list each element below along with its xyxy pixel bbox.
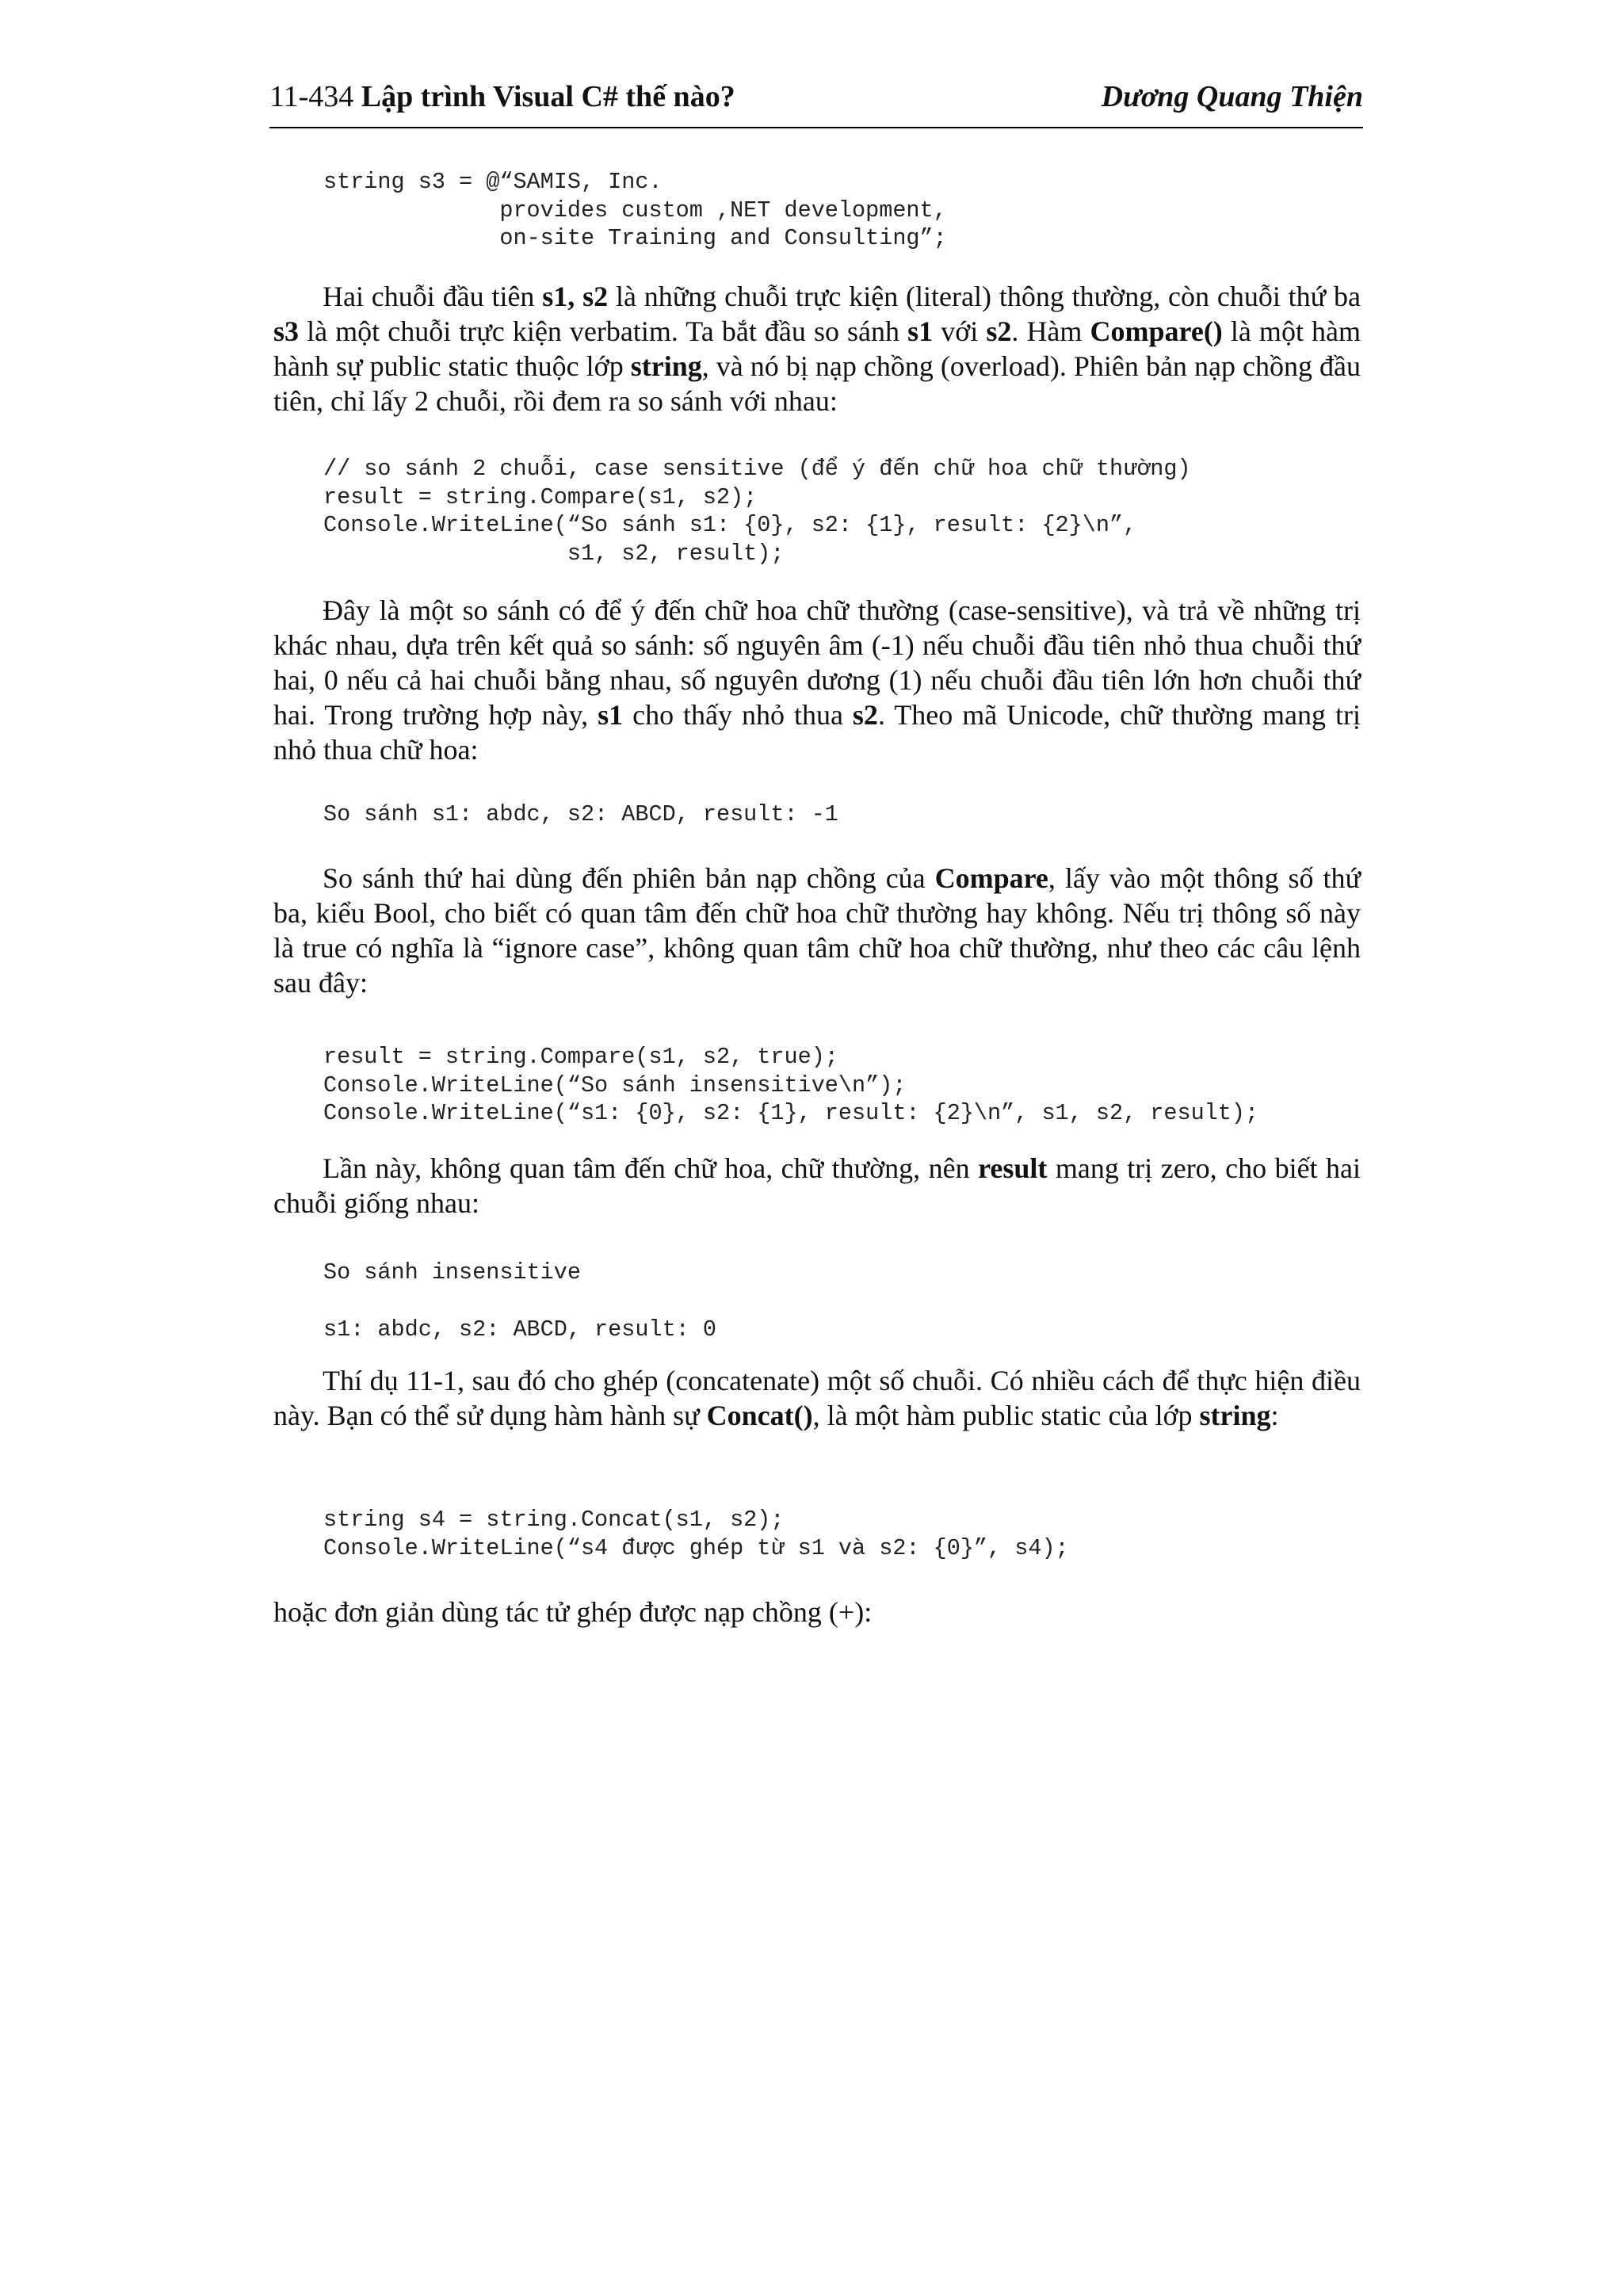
code-block-compare: // so sánh 2 chuỗi, case sensitive (để ý đến chữ hoa chữ thường) result = string.Compare(s1, s2); Console.WriteLine(“So sánh s1: {0}, s2: {1}, result: {2}\n”, s1, s2, result); [323, 456, 1191, 567]
paragraph-literal-strings [273, 279, 1361, 418]
paragraph-case-sensitive [273, 593, 1361, 767]
paragraph-concat [273, 1363, 1361, 1433]
author-name: Dương Quang Thiện [1101, 80, 1363, 113]
paragraph-text: Lần này, không quan tâm đến chữ hoa, chữ thường, nên result mang trị zero, cho biết hai chuỗi giống nhau: [273, 1152, 1361, 1219]
page-header [269, 79, 1363, 128]
code-block-compare-insensitive: result = string.Compare(s1, s2, true); Console.WriteLine(“So sánh insensitive\n”); Console.WriteLine(“s1: {0}, s2: {1}, result: {2}\n”, s1, s2, result); [323, 1044, 1259, 1126]
paragraph-text: Thí dụ 11-1, sau đó cho ghép (concatenate) một số chuỗi. Có nhiều cách để thực hiện điều này. Bạn có thể sử dụng hàm hành sự Concat(), là một hàm public static của lớp string: [273, 1365, 1361, 1431]
book-title: Lập trình Visual C# thế nào? [361, 80, 735, 113]
code-output-compare: So sánh s1: abdc, s2: ABCD, result: -1 [323, 801, 838, 827]
paragraph-text: Đây là một so sánh có để ý đến chữ hoa chữ thường (case-sensitive), và trả về những trị khác nhau, dựa trên kết quả so sánh: số nguyên âm (-1) nếu chuỗi đầu tiên nhỏ thua chuỗi thứ hai, 0 nếu cả hai chuỗi bằng nhau, số nguyên dương (1) nếu chuỗi đầu tiên lớn hơn chuỗi thứ hai. Trong trường hợp này, s1 cho thấy nhỏ thua s2. Theo mã Unicode, chữ thường mang trị nhỏ thua chữ hoa: [273, 594, 1361, 766]
page-number: 11-434 [269, 80, 354, 113]
code-block-s3: string s3 = @“SAMIS, Inc. provides custom ,NET development, on-site Training and Consulting”; [323, 169, 947, 251]
paragraph-plus-operator [273, 1595, 1361, 1629]
paragraph-text: So sánh thứ hai dùng đến phiên bản nạp chồng của Compare, lấy vào một thông số thứ ba, kiểu Bool, cho biết có quan tâm đến chữ hoa chữ thường hay không. Nếu trị thông số này là true có nghĩa là “ignore case”, không quan tâm chữ hoa chữ thường, như theo các câu lệnh sau đây: [273, 862, 1361, 999]
paragraph-text: Hai chuỗi đầu tiên s1, s2 là những chuỗi trực kiện (literal) thông thường, còn chuỗi thứ ba s3 là một chuỗi trực kiện verbatim. Ta bắt đầu so sánh s1 với s2. Hàm Compare() là một hàm hành sự public static thuộc lớp string, và nó bị nạp chồng (overload). Phiên bản nạp chồng đầu tiên, chỉ lấy 2 chuỗi, rồi đem ra so sánh với nhau: [273, 281, 1361, 417]
paragraph-text: hoặc đơn giản dùng tác tử ghép được nạp chồng (+): [273, 1596, 873, 1628]
header-left [269, 79, 735, 114]
code-output-insensitive-result: s1: abdc, s2: ABCD, result: 0 [323, 1316, 716, 1343]
code-output-insensitive-title: So sánh insensitive [323, 1259, 581, 1286]
code-block-concat: string s4 = string.Concat(s1, s2); Console.WriteLine(“s4 được ghép từ s1 và s2: {0}”, s4); [323, 1507, 1069, 1561]
paragraph-result-zero [273, 1151, 1361, 1221]
paragraph-ignore-case [273, 861, 1361, 1000]
